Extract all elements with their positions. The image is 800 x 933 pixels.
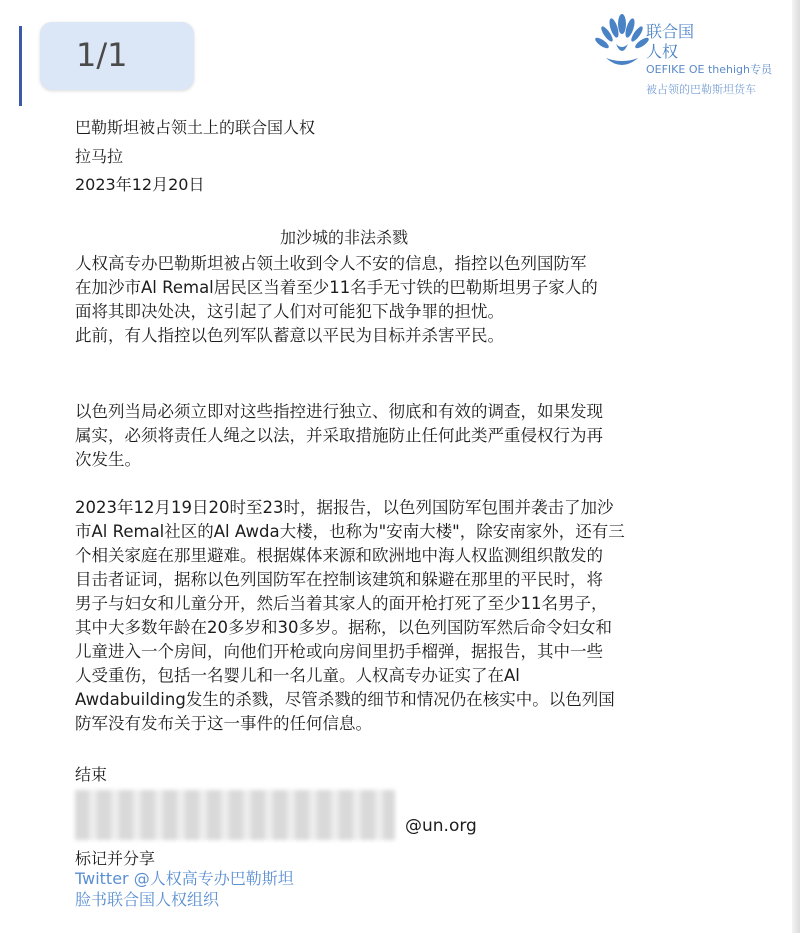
redacted-contact-text — [75, 790, 395, 840]
logo-title-line1: 联合国 — [646, 22, 695, 41]
paragraph-line: 2023年12月19日20时至23时，据报告，以色列国防军包围并袭击了加沙 — [75, 498, 614, 517]
twitter-link[interactable]: Twitter @人权高专办巴勒斯坦 — [75, 869, 294, 888]
header-office: 巴勒斯坦被占领土上的联合国人权 — [75, 118, 316, 137]
document-title: 加沙城的非法杀戮 — [280, 228, 409, 247]
page-indicator — [40, 22, 194, 90]
paragraph-line: 次发生。 — [75, 450, 141, 469]
paragraph-line: 儿童进入一个房间，向他们开枪或向房间里扔手榴弹，据报告，其中一些 — [75, 642, 603, 661]
paragraph-line: 在加沙市Al Remal居民区当着至少11名手无寸铁的巴勒斯坦男子家人的 — [75, 278, 598, 297]
paragraph-line: 此前，有人指控以色列军队蓄意以平民为目标并杀害平民。 — [75, 326, 504, 345]
logo-note: 被占领的巴勒斯坦货车 — [646, 83, 756, 96]
logo-subtitle: OEFIKE OE thehigh专员 — [646, 63, 772, 76]
paragraph-line: 男子与妇女和儿童分开，然后当着其家人的面开枪打死了至少11名男子， — [75, 594, 608, 613]
contact-email[interactable]: @un.org — [405, 816, 477, 836]
paragraph-line: 以色列当局必须立即对这些指控进行独立、彻底和有效的调查，如果发现 — [75, 402, 603, 421]
share-heading: 标记并分享 — [75, 849, 156, 868]
header-date: 2023年12月20日 — [75, 175, 205, 194]
facebook-link[interactable]: 脸书联合国人权组织 — [75, 890, 220, 909]
page-edge-shadow — [792, 0, 800, 933]
header-city: 拉马拉 — [75, 147, 124, 166]
paragraph-line: 目击者证词，据称以色列国防军在控制该建筑和躲避在那里的平民时，将 — [75, 570, 603, 589]
paragraph-line: 面将其即决处决，这引起了人们对可能犯下战争罪的担忧。 — [75, 302, 504, 321]
paragraph-line: 其中大多数年龄在20多岁和30多岁。据称，以色列国防军然后命令妇女和 — [75, 618, 612, 637]
paragraph-line: 个相关家庭在那里避难。根据媒体来源和欧洲地中海人权监测组织散发的 — [75, 546, 603, 565]
paragraph-line: 人受重伤，包括一名婴儿和一名儿童。人权高专办证实了在Al — [75, 666, 520, 685]
paragraph-1 — [75, 252, 705, 348]
paragraph-line: 市Al Remal社区的Al Awda大楼，也称为"安南大楼"，除安南家外，还有三 — [75, 522, 625, 541]
paragraph-3 — [75, 496, 705, 736]
paragraph-line: 人权高专办巴勒斯坦被占领土收到令人不安的信息，指控以色列国防军 — [75, 254, 587, 273]
end-marker: 结束 — [75, 765, 108, 784]
paragraph-2 — [75, 400, 705, 472]
left-margin-rule — [19, 26, 22, 106]
page-indicator-text: 1/1 — [76, 36, 128, 74]
logo-title-line2: 人权 — [646, 42, 679, 61]
paragraph-line: 属实，必须将责任人绳之以法，并采取措施防止任何此类严重侵权行为再 — [75, 426, 603, 445]
paragraph-line: Awdabuilding发生的杀戮，尽管杀戮的细节和情况仍在核实中。以色列国 — [75, 690, 615, 709]
un-human-rights-emblem-icon — [592, 14, 652, 74]
paragraph-line: 防军没有发布关于这一事件的任何信息。 — [75, 714, 372, 733]
